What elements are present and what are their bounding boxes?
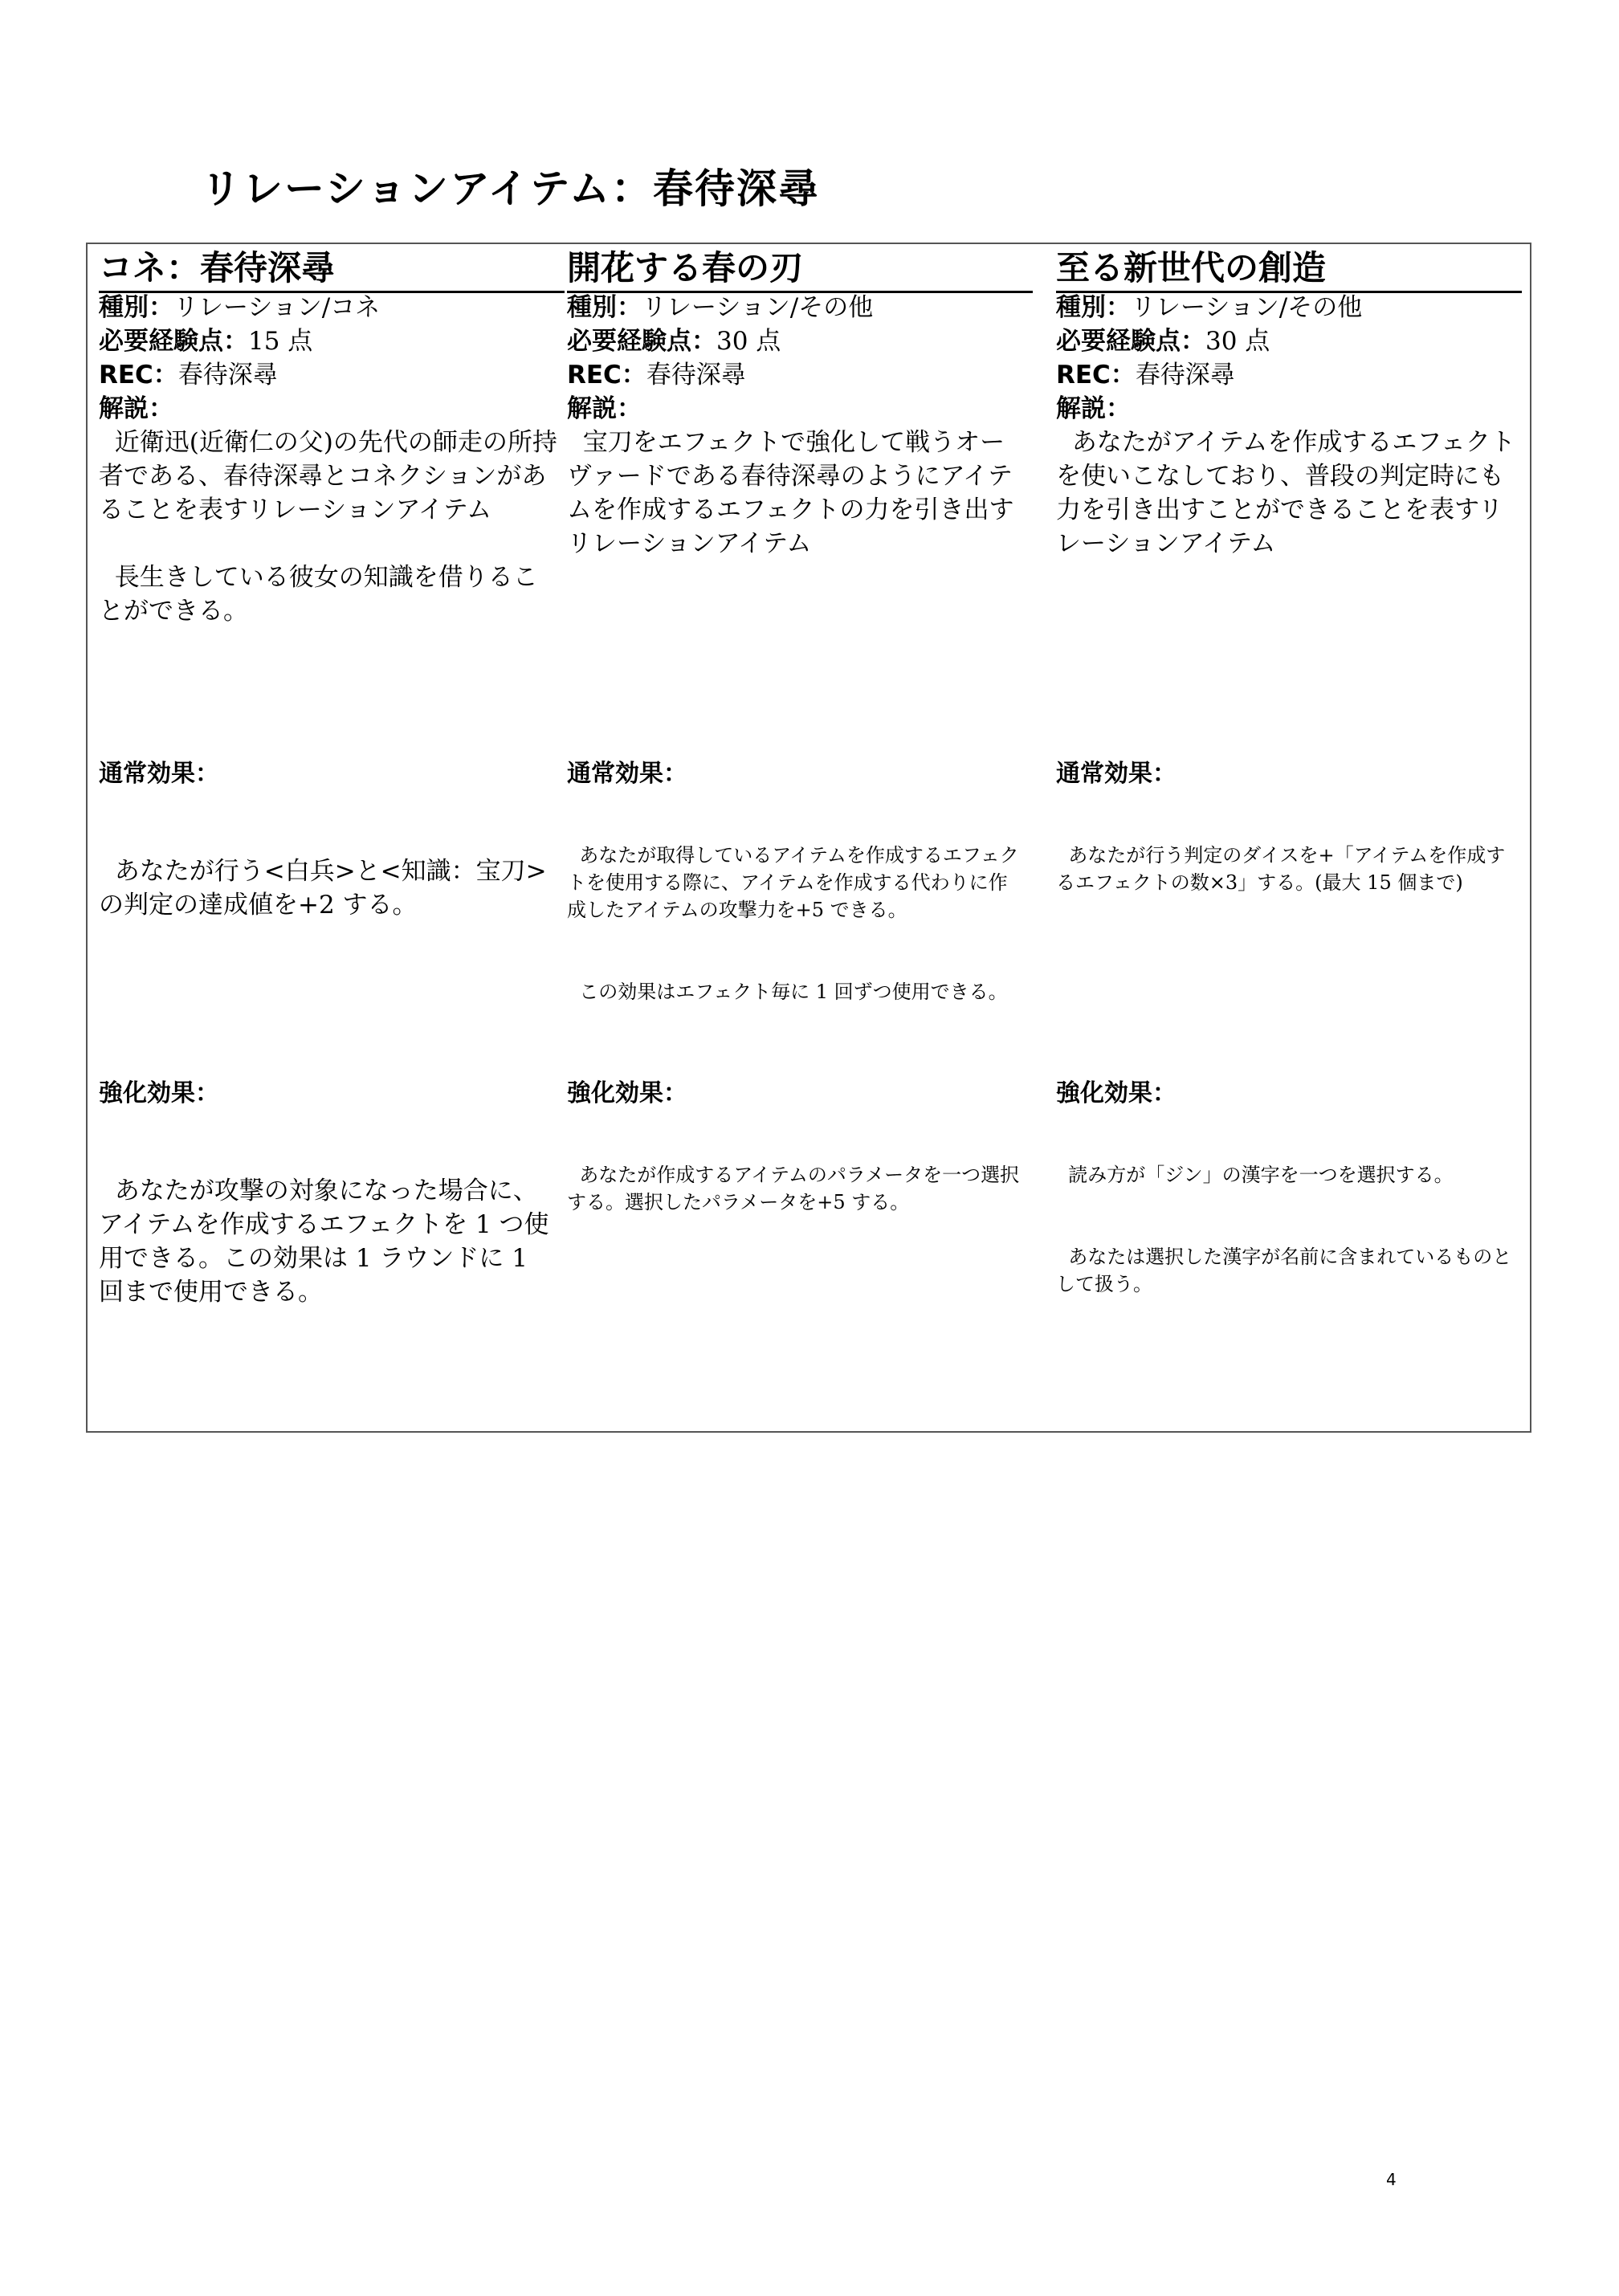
item-description xyxy=(567,426,1026,561)
type-value: リレーション/コネ xyxy=(173,293,381,322)
page-title: リレーションアイテム：春待深尋 xyxy=(201,165,820,212)
rec-value: 春待深尋 xyxy=(177,361,278,389)
rec-label: REC： xyxy=(1056,361,1136,389)
description-paragraph: 長生きしている彼女の知識を借りることができる。 xyxy=(99,563,538,626)
item-column-1 xyxy=(99,244,565,1431)
item-meta xyxy=(1056,291,1522,426)
xp-value: 30 点 xyxy=(1205,327,1270,356)
type-line xyxy=(1056,291,1522,324)
xp-line xyxy=(1056,324,1522,358)
xp-value: 30 点 xyxy=(716,327,781,356)
item-title: コネ：春待深尋 xyxy=(99,246,565,293)
desc-label: 解説： xyxy=(99,394,173,423)
description-paragraph: 近衛迅(近衛仁の父)の先代の師走の所持者である、春待深尋とコネクションがあることを表すリレーションアイテム xyxy=(99,428,557,524)
normal-effect-label: 通常効果： xyxy=(1056,760,1177,788)
normal-effect-label: 通常効果： xyxy=(99,760,219,788)
type-label: 種別： xyxy=(1056,293,1131,322)
xp-label: 必要経験点： xyxy=(1056,327,1205,356)
type-label: 種別： xyxy=(567,293,642,322)
xp-label: 必要経験点： xyxy=(99,327,248,356)
type-line xyxy=(567,291,1033,324)
rec-value: 春待深尋 xyxy=(1135,361,1235,389)
normal-effect-text: あなたが行う<白兵>と<知識：宝刀>の判定の達成値を+2 する。 xyxy=(99,857,547,920)
xp-label: 必要経験点： xyxy=(567,327,716,356)
page-number: 4 xyxy=(1386,2170,1397,2189)
strong-effect-label: 強化効果： xyxy=(99,1079,219,1107)
xp-value: 15 点 xyxy=(248,327,313,356)
item-description xyxy=(99,426,558,628)
normal-effect-text: あなたが行う判定のダイスを+「アイテムを作成するエフェクトの数×3」する。(最大 15 個まで) xyxy=(1056,844,1506,894)
item-description xyxy=(1056,426,1515,561)
item-column-2 xyxy=(567,244,1033,1431)
xp-line xyxy=(99,324,565,358)
rec-line xyxy=(1056,358,1522,392)
desc-line xyxy=(99,392,565,426)
type-line xyxy=(99,291,565,324)
desc-label: 解説： xyxy=(1056,394,1131,423)
item-column-3 xyxy=(1056,244,1522,1431)
description-paragraph: あなたがアイテムを作成するエフェクトを使いこなしており、普段の判定時にも力を引き出すことができることを表すリレーションアイテム xyxy=(1056,428,1515,558)
item-meta xyxy=(567,291,1033,426)
strong-effect-text: あなたが攻撃の対象になった場合に、アイテムを作成するエフェクトを 1 つ使用できる。この効果は 1 ラウンドに 1 回まで使用できる。 xyxy=(99,1177,549,1307)
item-title: 開花する春の刃 xyxy=(567,246,1033,293)
type-value: リレーション/その他 xyxy=(642,293,874,322)
strong-effect-label: 強化効果： xyxy=(567,1079,687,1107)
desc-line xyxy=(1056,392,1522,426)
type-value: リレーション/その他 xyxy=(1131,293,1363,322)
rec-label: REC： xyxy=(99,361,178,389)
rec-line xyxy=(567,358,1033,392)
description-paragraph: 宝刀をエフェクトで強化して戦うオーヴァードである春待深尋のようにアイテムを作成するエフェクトの力を引き出すリレーションアイテム xyxy=(567,428,1014,558)
desc-line xyxy=(567,392,1033,426)
rec-label: REC： xyxy=(567,361,646,389)
normal-effect-label: 通常効果： xyxy=(567,760,687,788)
xp-line xyxy=(567,324,1033,358)
type-label: 種別： xyxy=(99,293,173,322)
strong-effect-text: あなたが作成するアイテムのパラメータを一つ選択する。選択したパラメータを+5 する。 xyxy=(567,1164,1020,1213)
item-title: 至る新世代の創造 xyxy=(1056,246,1522,293)
rec-value: 春待深尋 xyxy=(646,361,746,389)
item-meta xyxy=(99,291,565,426)
strong-effect-label: 強化効果： xyxy=(1056,1079,1177,1107)
rec-line xyxy=(99,358,565,392)
normal-effect-text: あなたが取得しているアイテムを作成するエフェクトを使用する際に、アイテムを作成する代わりに作成したアイテムの攻撃力を+5 できる。 この効果はエフェクト毎に 1 回ずつ使用できる。 xyxy=(567,844,1019,1003)
desc-label: 解説： xyxy=(567,394,642,423)
relation-item-table xyxy=(86,243,1531,1433)
strong-effect-text: 読み方が「ジン」の漢字を一つを選択する。 あなたは選択した漢字が名前に含まれているものとして扱う。 xyxy=(1056,1164,1512,1295)
